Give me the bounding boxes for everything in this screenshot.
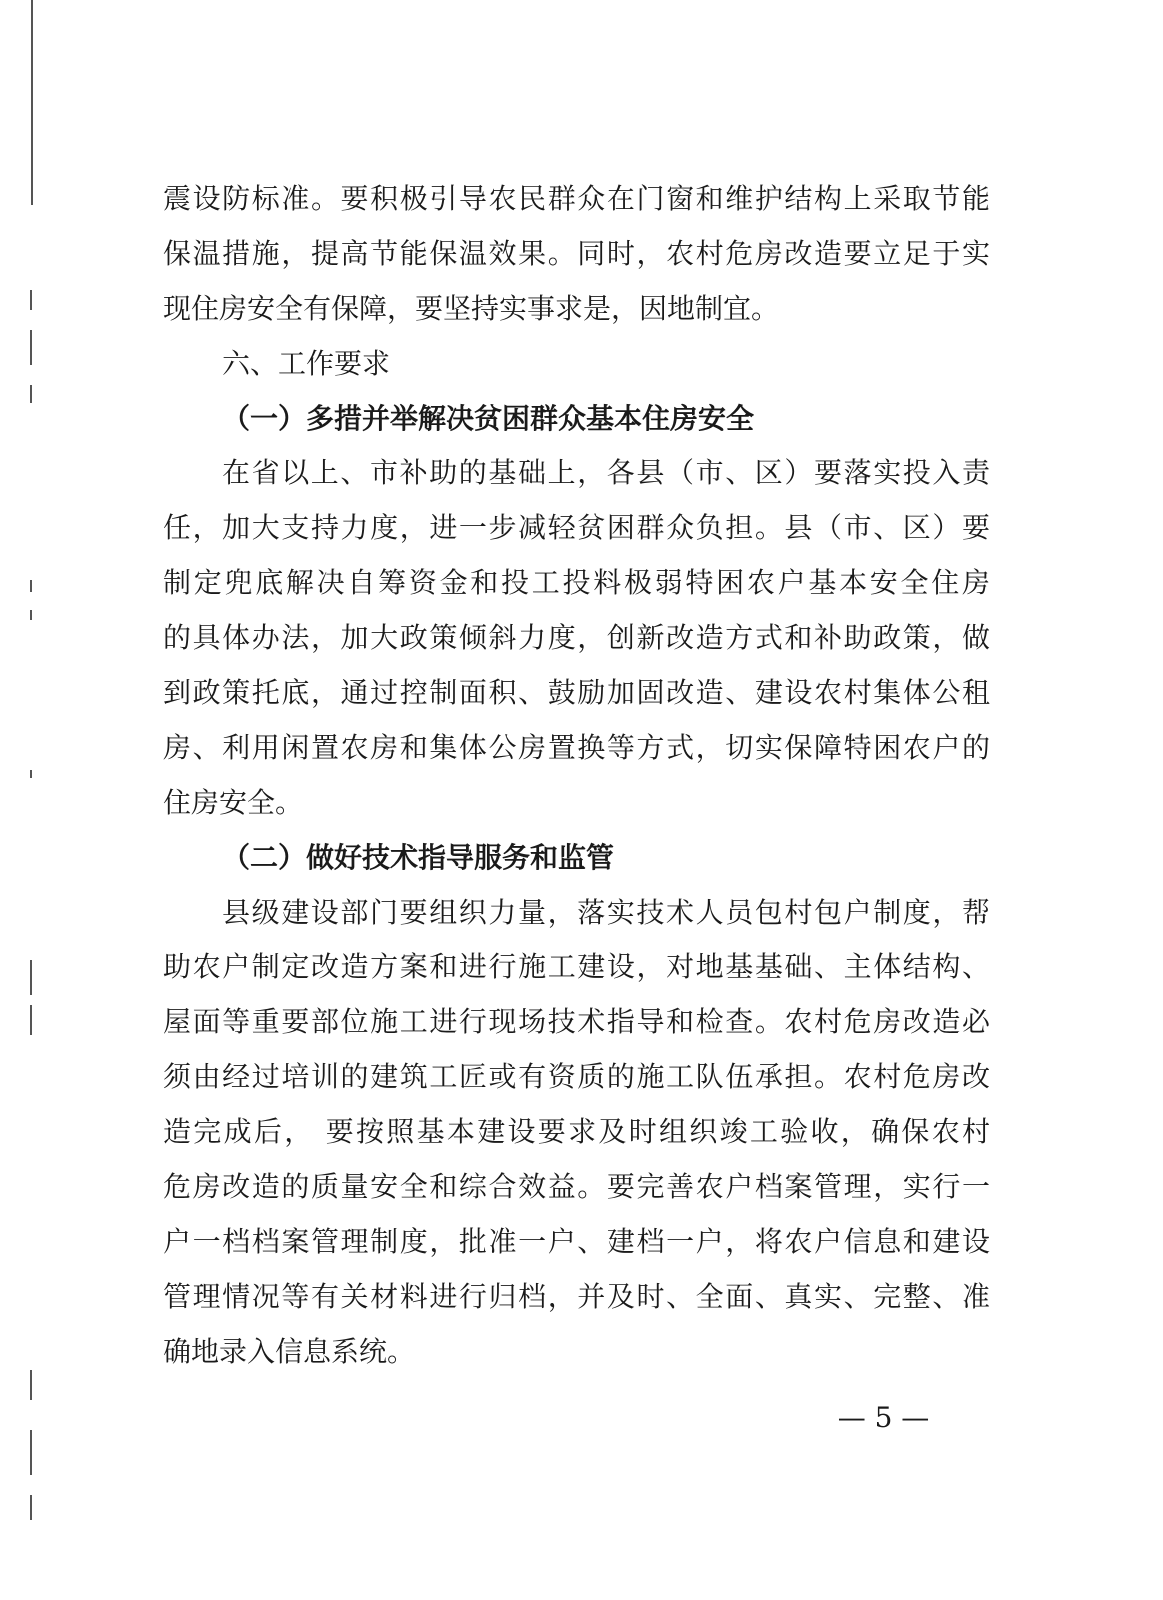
text-line: 屋面等重要部位施工进行现场技术指导和检查。农村危房改造必 <box>163 1005 990 1039</box>
text-line: 震设防标准。要积极引导农民群众在门窗和维护结构上采取节能 <box>163 182 990 215</box>
text-line: 须由经过培训的建筑工匠或有资质的施工队伍承担。农村危房改 <box>163 1060 990 1094</box>
text-line: 住房安全。 <box>163 785 304 819</box>
text-line: 县级建设部门要组织力量，落实技术人员包村包户制度，帮 <box>222 895 990 929</box>
page-number: — 5 — <box>837 1401 930 1434</box>
text-line: 在省以上、市补助的基础上，各县（市、区）要落实投入责 <box>222 456 990 490</box>
scan-edge-dash <box>30 960 32 995</box>
subheading-1: （一）多措并举解决贫困群众基本住房安全 <box>222 401 755 435</box>
text-line: 制定兜底解决自筹资金和投工投料极弱特困农户基本安全住房 <box>163 566 990 600</box>
text-line: 任，加大支持力度，进一步减轻贫困群众负担。县（市、区）要 <box>163 511 990 545</box>
text-line: 到政策托底，通过控制面积、鼓励加固改造、建设农村集体公租 <box>163 676 990 710</box>
paragraph-technical-guidance <box>163 886 990 1380</box>
text-line: 管理情况等有关材料进行归档，并及时、全面、真实、完整、准 <box>163 1279 990 1313</box>
scan-edge-dash <box>30 385 32 403</box>
scan-edge-dash <box>30 290 32 310</box>
scan-edge-dash <box>30 1005 32 1035</box>
text-line: 助农户制定改造方案和进行施工建设，对地基基础、主体结构、 <box>163 950 990 984</box>
text-line: 户一档档案管理制度，批准一户、建档一户，将农户信息和建设 <box>163 1224 990 1258</box>
scan-edge-line <box>31 0 33 205</box>
text-line: 确地录入信息系统。 <box>163 1334 416 1368</box>
text-line: 危房改造的质量安全和综合效益。要完善农户档案管理，实行一 <box>163 1170 990 1204</box>
text-line: 现住房安全有保障，要坚持实事求是，因地制宜。 <box>163 291 780 325</box>
subheading-2: （二）做好技术指导服务和监管 <box>222 840 615 874</box>
document-body <box>163 172 990 1380</box>
text-line: 造完成后， 要按照基本建设要求及时组织竣工验收，确保农村 <box>163 1115 990 1149</box>
text-line: 房、利用闲置农房和集体公房置换等方式，切实保障特困农户的 <box>163 730 990 764</box>
scan-edge-dash <box>30 610 32 620</box>
scan-edge-dash <box>30 770 32 778</box>
text-line: 的具体办法，加大政策倾斜力度，创新改造方式和补助政策，做 <box>163 621 990 655</box>
scan-edge-dash <box>30 1370 32 1400</box>
paragraph-continuation <box>163 172 990 337</box>
scan-edge-dash <box>30 1495 32 1520</box>
section-heading: 六、工作要求 <box>222 346 391 380</box>
text-line: 保温措施，提高节能保温效果。同时，农村危房改造要立足于实 <box>163 236 990 270</box>
scan-edge-dash <box>30 330 32 365</box>
scan-edge-dash <box>30 1430 32 1475</box>
paragraph-housing-safety <box>163 446 990 830</box>
scan-edge-dash <box>30 580 32 592</box>
